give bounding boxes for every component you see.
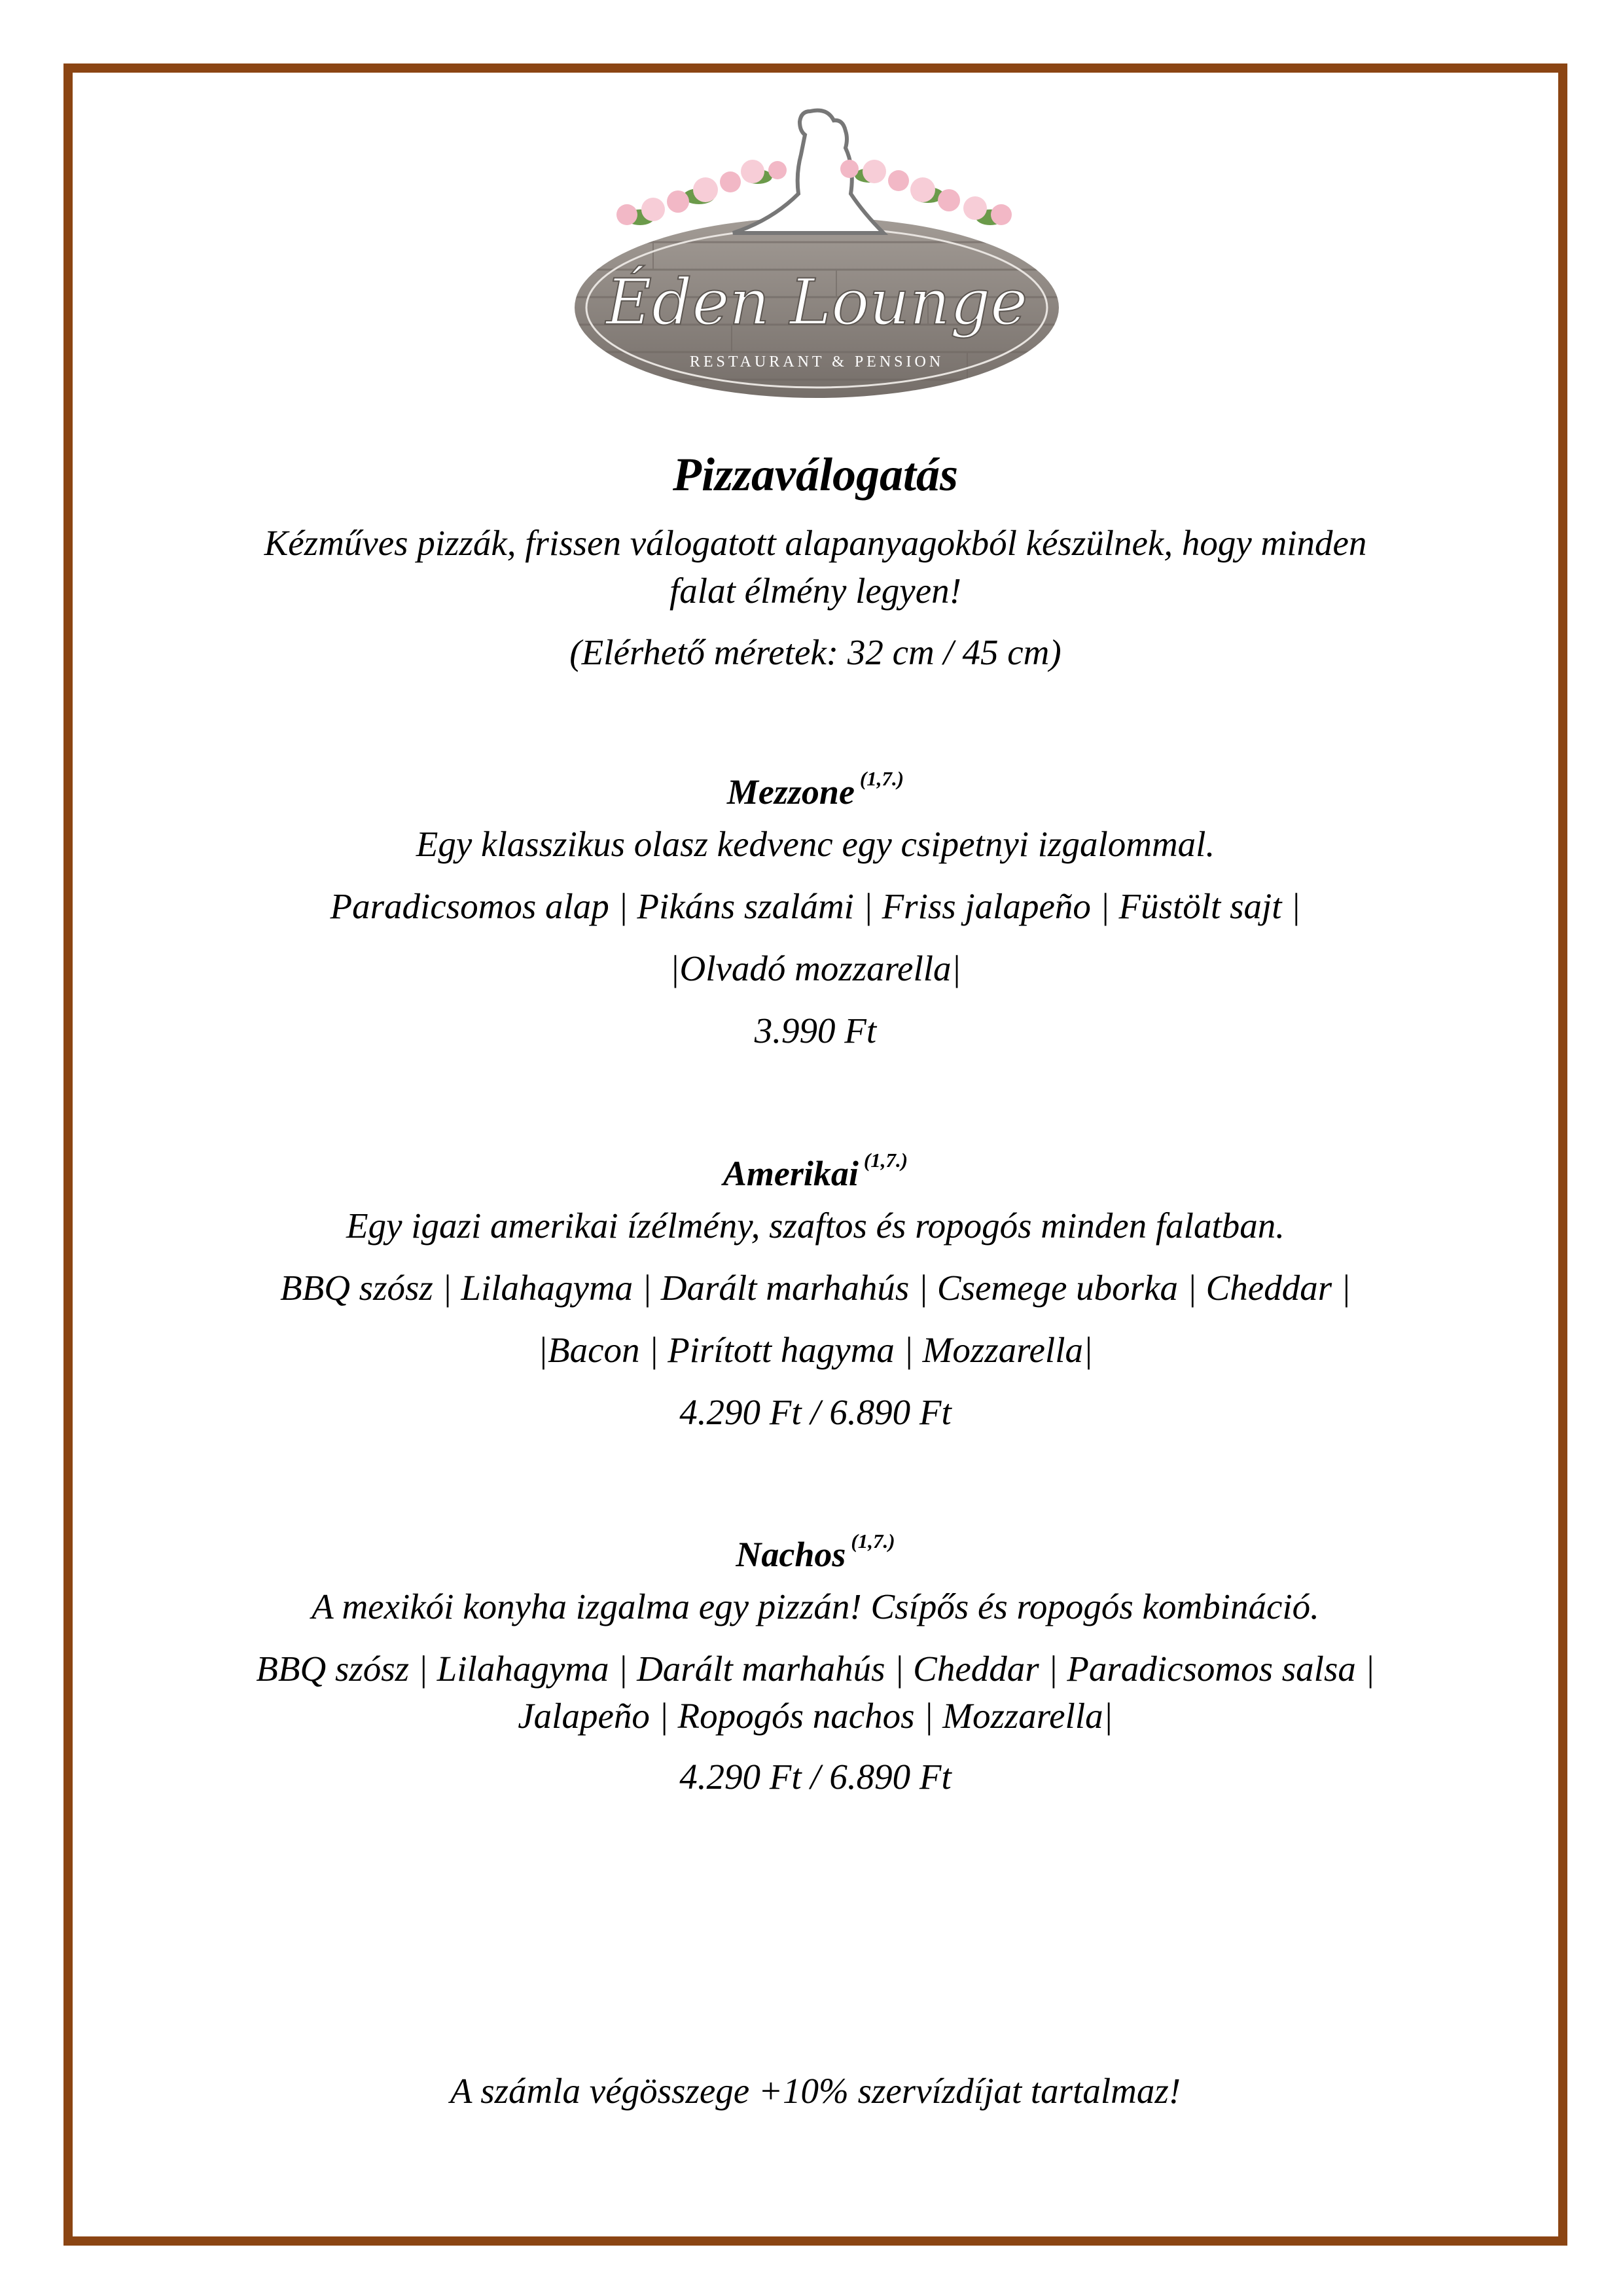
intro-line-1: Kézműves pizzák, frissen válogatott alapanyagokból készülnek, hogy minden bbox=[264, 523, 1367, 563]
intro-line-2: falat élmény legyen! bbox=[669, 571, 961, 611]
item-description: A mexikói konyha izgalma egy pizzán! Csípős és ropogós kombináció. bbox=[312, 1587, 1319, 1626]
logo-name: Éden Lounge bbox=[605, 266, 1028, 339]
page-title: Pizzaválogatás bbox=[672, 448, 958, 501]
item-price: 3.990 Ft bbox=[754, 1011, 877, 1050]
logo-tagline: RESTAURANT & PENSION bbox=[689, 353, 944, 370]
item-name-amerikai: Amerikai $^{(1,7.)}$ bbox=[722, 1149, 908, 1193]
item-ingredients: Paradicsomos alap | Pikáns szalámi | Friss jalapeño | Füstölt sajt | bbox=[330, 886, 1301, 926]
item-price: 4.290 Ft / 6.890 Ft bbox=[679, 1757, 952, 1797]
item-name-nachos: Nachos $^{(1,7.)}$ bbox=[736, 1530, 895, 1574]
allergen-codes: (1,7.) bbox=[863, 1149, 908, 1172]
allergen-codes: (1,7.) bbox=[851, 1530, 895, 1552]
eden-lounge-logo bbox=[562, 98, 1072, 406]
item-price: 4.290 Ft / 6.890 Ft bbox=[679, 1392, 952, 1432]
item-description: Egy klasszikus olasz kedvenc egy csipetnyi izgalommal. bbox=[416, 824, 1215, 864]
available-sizes: (Elérhető méretek: 32 cm / 45 cm) bbox=[569, 632, 1061, 672]
item-name-mezzone: Mezzone $^{(1,7.)}$ bbox=[726, 767, 904, 812]
item-ingredients: |Bacon | Pirított hagyma | Mozzarella| bbox=[537, 1330, 1094, 1370]
item-ingredients: |Olvadó mozzarella| bbox=[669, 948, 961, 988]
item-ingredients: BBQ szósz | Lilahagyma | Darált marhahús | Csemege uborka | Cheddar | bbox=[280, 1268, 1351, 1308]
item-description: Egy igazi amerikai ízélmény, szaftos és ropogós minden falatban. bbox=[346, 1206, 1285, 1246]
item-ingredients: BBQ szósz | Lilahagyma | Darált marhahús | Cheddar | Paradicsomos salsa | bbox=[256, 1649, 1375, 1689]
service-charge-note: A számla végösszege +10% szervízdíjat tartalmaz! bbox=[450, 2071, 1181, 2111]
allergen-codes: (1,7.) bbox=[859, 767, 904, 790]
item-ingredients: Jalapeño | Ropogós nachos | Mozzarella| bbox=[518, 1696, 1113, 1736]
